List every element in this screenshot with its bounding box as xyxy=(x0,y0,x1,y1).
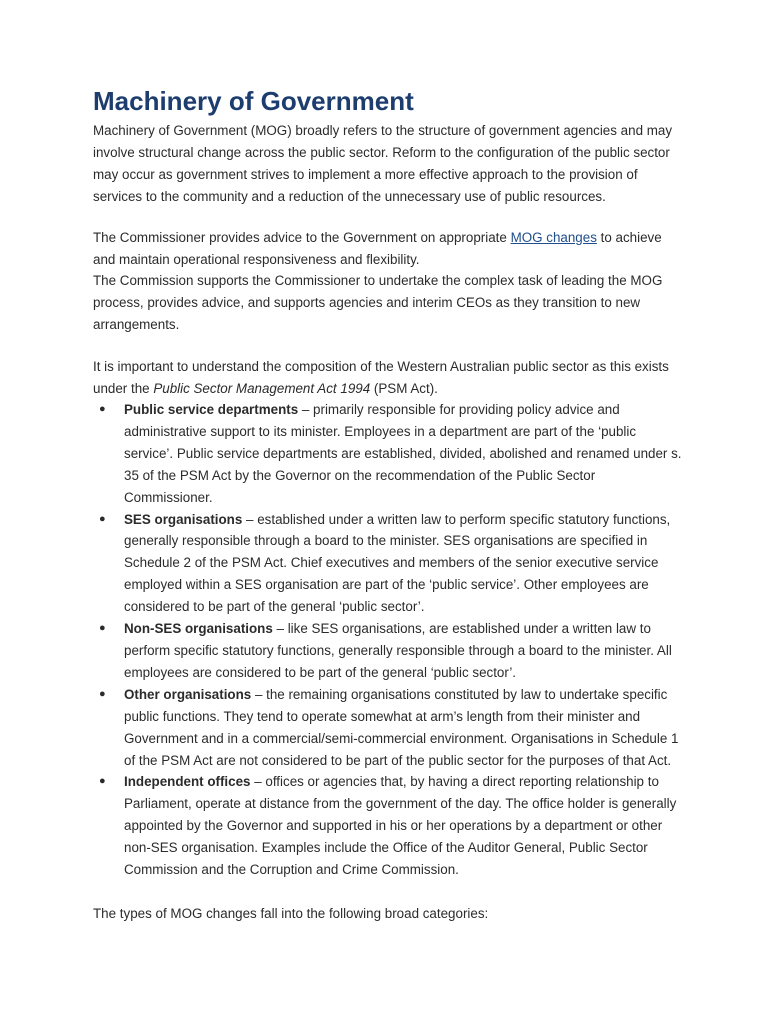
advice-text-before: The Commissioner provides advice to the Government on appropriate xyxy=(93,230,511,245)
list-item-term: Other organisations xyxy=(124,686,252,702)
list-item xyxy=(93,399,683,509)
intro-paragraph: Machinery of Government (MOG) broadly refers to the structure of government agencies and may involve structural change across the public sector. Reform to the configuration of the public sector may occur as government strives to implement a more effective approach to the provision of services to the community and a reduction of the unnecessary use of public resources. xyxy=(93,123,673,204)
closing-paragraph: The types of MOG changes fall into the following broad categories: xyxy=(93,906,489,921)
list-item-text: – established under a written law to perform specific statutory functions, generally responsible through a board to the minister. SES organisations are specified in Schedule 2 of the PSM Act. Chief executives and members of the senior executive service employed within a SES organisation are part of the ‘public service’. Other employees are considered to be part of the general ‘public sector’. xyxy=(124,511,671,615)
list-item-term: Independent offices xyxy=(124,774,251,790)
psm-act-title: Public Sector Management Act 1994 xyxy=(153,380,371,396)
composition-text-before: It is important to understand the composition of the Western Australian public sector as this exists under the xyxy=(93,359,669,396)
composition-text-after: (PSM Act). xyxy=(370,380,438,396)
advice-paragraph xyxy=(93,227,683,271)
list-item-term: Non-SES organisations xyxy=(124,621,273,637)
list-item-term: Public service departments xyxy=(124,402,299,417)
list-item xyxy=(93,618,683,684)
page-title: Machinery of Government xyxy=(93,86,414,116)
composition-paragraph xyxy=(93,356,683,400)
list-item xyxy=(93,771,683,881)
bullet-icon: ● xyxy=(99,687,106,700)
list-item xyxy=(93,509,683,619)
list-item-text: – offices or agencies that, by having a direct reporting relationship to Parliament, operate at distance from the government of the day. The office holder is generally appointed by the Governor and supported in his or her operations by a department or other non-SES organisation. Examples include the Office of the Auditor General, Public Sector Commission and the Corruption and Crime Commission. xyxy=(124,774,677,878)
organisation-types-list xyxy=(93,399,683,881)
mog-changes-link[interactable]: MOG changes xyxy=(510,230,597,245)
commission-paragraph: The Commission supports the Commissioner to undertake the complex task of leading the MOG process, provides advice, and supports agencies and interim CEOs as they transition to new arrangements. xyxy=(93,273,663,332)
bullet-icon: ● xyxy=(99,775,106,788)
list-item-term: SES organisations xyxy=(124,511,243,527)
advice-text-after: to achieve and maintain operational responsiveness and flexibility. xyxy=(93,230,662,267)
list-item-text: – the remaining organisations constituted by law to undertake specific public functions. They tend to operate somewhat at arm’s length from their minister and Government and in a commercial/semi-commercial environment. Organisations in Schedule 1 of the PSM Act are not considered to be part of the public sector for the purposes of that Act. xyxy=(124,686,679,768)
list-item xyxy=(93,684,683,772)
bullet-icon: ● xyxy=(99,622,106,635)
list-item-text: – primarily responsible for providing policy advice and administrative support to its minister. Employees in a department are part of the ‘public service’. Public service departments are established, divided, abolished and renamed under s. 35 of the PSM Act by the Governor on the recommendation of the Public Sector Commissioner. xyxy=(124,402,682,505)
bullet-icon: ● xyxy=(99,512,106,525)
list-item-text: – like SES organisations, are established under a written law to perform specific statutory functions, generally responsible through a board to the minister. All employees are considered to be part of the general ‘public sector’. xyxy=(124,621,672,680)
bullet-icon: ● xyxy=(99,403,106,415)
